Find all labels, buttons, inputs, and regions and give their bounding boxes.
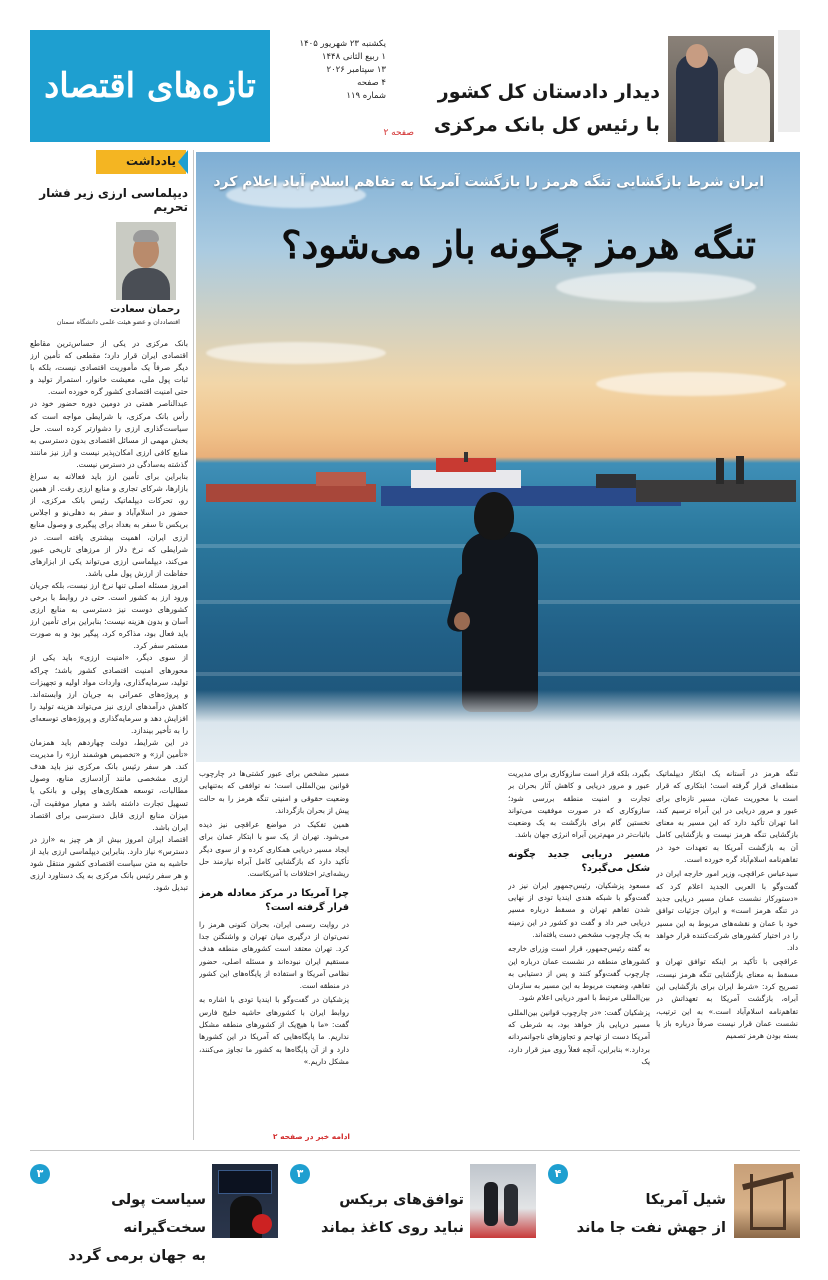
article-paragraph: همین تفکیک در مواضع عراقچی نیز دیده می‌شود. تهران از یک سو با ابتکار عمان برای ایجاد مسیر دریایی همکاری کرده و از سوی دیگر تأکید دارد که بازگشایی کامل آبراه نیازمند حل ریشه‌ای‌تر اختلافات با آمریکاست. [199, 820, 349, 879]
teaser-shale[interactable] [566, 1186, 726, 1242]
hero-kicker: ایران شرط بازگشایی تنگه هرمز را بازگشت آمریکا به تفاهم اسلام آباد اعلام کرد [213, 174, 764, 190]
stock-market-icon[interactable] [212, 1164, 278, 1238]
article-paragraph: مسعود پزشکیان، رئیس‌جمهور ایران نیز در گفت‌وگو با شبکه هندی ایندیا تودی از نهایی شدن تفاهم تهران و مسقط درباره مسیر دریایی خبر داد و گفت دو کشور در این زمینه به یک چارچوب مشخص دست یافته‌اند. [508, 880, 650, 939]
column-paragraph: بانک مرکزی در یکی از حساس‌ترین مقاطع اقتصادی ایران قرار دارد؛ مقطعی که تأمین ارز دیگر صرفاً یک مأموریت اقتصادی نیست، بلکه با ثبات پول ملی، معیشت خانوار، استمرار تولید و حتی امنیت اقتصادی کشور گره خورده است. [30, 339, 188, 397]
column-paragraph: در این شرایط، دولت چهاردهم باید همزمان «تأمین ارز» و «تخصیص هوشمند ارز» را مدیریت کند. هر سفر رئیس بانک مرکزی نیز باید هدف ارزی مشخصی مانند آزادسازی منابع، وصول مطالبات، توسعه همکاری‌های پولی و بانکی یا تسهیل تجارت داشته باشد و معیار موفقیت آن، میزان منابع ارزی قابل دسترسی برای اقتصاد ایران باشد. [30, 738, 188, 832]
dateline [276, 38, 386, 103]
article-paragraph: بگیرد، بلکه قرار است سازوکاری برای مدیریت عبور و مرور دریایی و کاهش آثار بحران بر تجارت و امنیت منطقه بررسی شود؛ سازوکاری که در صورت موفقیت می‌تواند نخستین گام برای بازگشت به یک وضعیت باثبات‌تر در مهم‌ترین آبراه انرژی جهان باشد. [508, 769, 650, 840]
teaser-line: توافق‌های بریکس [339, 1192, 464, 1208]
article-paragraph: پزشکیان گفت: «در چارچوب قوانین بین‌المللی مسیر دریایی باز خواهد بود، به شرطی که آمریکا دست از تهاجم و تجاوزهای ناجوانمردانه بردارد.» بنابراین، آنچه فعلاً روی میز قرار دارد، یک [508, 1007, 650, 1066]
top-headline-line1: دیدار دادستان کل کشور [437, 81, 660, 103]
teaser-line: از جهش نفت جا ماند [576, 1220, 726, 1236]
article-subheading: چرا آمریکا در مرکز معادله هرمز قرار گرفته است؟ [199, 887, 349, 913]
masthead-logo[interactable] [30, 30, 270, 142]
bottom-divider [30, 1150, 800, 1151]
column-body [30, 338, 188, 1128]
column-paragraph: امروز مسئله اصلی تنها نرخ ارز نیست، بلکه جریان ورود ارز به کشور است. حتی در روابط با برخی کشورهای دوست نیز دسترسی به منابع ارزی آسان و بدون هزینه نیست؛ بنابراین برای تأمین ارز باید فعال بود، مذاکره کرد، پیگیر بود و به صورت مستمر سفر کرد. [30, 580, 188, 651]
date-persian: یکشنبه ۲۳ شهریور ۱۴۰۵ [299, 39, 386, 49]
column-tag: یادداشت [96, 150, 186, 174]
article-column-3 [199, 768, 349, 1142]
author-role: اقتصاددان و عضو هیئت علمی دانشگاه سمنان [56, 318, 180, 326]
article-paragraph: پزشکیان در گفت‌وگو با ایندیا تودی با اشاره به روابط ایران با کشورهای حاشیه خلیج فارس گفت: «ما با هیچ‌یک از کشورهای منطقه مشکل نداریم. ما پایگاه‌هایی که آمریکا در این کشورها دارد و از آن پایگاه‌ها به کشور ما تجاوز می‌کنند، مشکل داریم.» [199, 995, 349, 1066]
teaser-brics[interactable] [300, 1186, 464, 1242]
column-paragraph: عبدالناصر همتی در دومین دوره حضور خود در رأس بانک مرکزی، با شرایطی مواجه است که سیاست‌گذاری ارزی را دشوارتر کرده است. حل بخش مهمی از مسائل اقتصادی بدون دسترسی به منابع کافی ارزی امکان‌پذیر نیست و ارز نیز ماننند گذشته به‌سادگی در دسترس نیست. [30, 399, 188, 469]
article-subheading: مسیر دریایی جدید چگونه شکل می‌گیرد؟ [508, 848, 650, 874]
article-paragraph: عراقچی با تأکید بر اینکه توافق تهران و مسقط به معنای بازگشایی تنگه هرمز نیست، تصریح کرد: «شرط ایران برای بازگشایی این آبراه، بازگشت آمریکا به تعهداتش در تفاهم‌نامه اسلام‌آباد است.» به این ترتیب، نشست عمان قرار نیست صرفاً درباره باز یا بسته بودن هرمز تصمیم [656, 957, 798, 1041]
oil-pump-icon[interactable] [734, 1164, 800, 1238]
column-paragraph: بنابراین برای تأمین ارز باید فعالانه به سراغ بازارها، شرکای تجاری و منابع ارزی رفت. از همین رو، تحرکات دیپلماتیک رئیس بانک مرکزی، از حضور در اسلام‌آباد و سفر به دهلی‌نو و اجلاس بریکس تا سفر به بغداد برای پیگیری و وصول منابع ارزی ایران، اهمیت بیشتری یافته است. در شرایطی که نرخ دلار از مرزهای تاریخی عبور می‌کند، دیپلماسی ارزی می‌تواند یکی از ابزارهای حفاظت از ارزش پول ملی باشد. [30, 472, 188, 578]
author-name: رحمان سعادت [110, 304, 180, 315]
date-hijri: ۱ ربیع الثانی ۱۴۴۸ [321, 52, 386, 62]
continue-link[interactable]: ادامه خبر در صفحه ۲ [272, 1132, 350, 1141]
teaser-line: به جهان برمی گردد [68, 1248, 206, 1264]
brics-leaders-icon[interactable] [470, 1164, 536, 1238]
column-headline[interactable]: دیپلماسی ارزی زیر فشار تحریم [39, 186, 188, 214]
author-avatar [116, 222, 176, 300]
article-paragraph: تنگه هرمز در آستانه یک ابتکار دیپلماتیک منطقه‌ای قرار گرفته است؛ ابتکاری که قرار است با محوریت عمان، مسیر تازه‌ای برای عبور و مرور دریایی در این آبراه ترسیم کند، اما تهران تأکید دارد که این مسیر به معنای بازگشایی تنگه هرمز نیست و بازگشایی کامل آن به بازگشت آمریکا به تعهدات خود در تفاهم‌نامه اسلام‌آباد گره خورده است. [656, 769, 798, 865]
article-paragraph: به گفته رئیس‌جمهور، قرار است وزرای خارجه کشورهای منطقه در نشست عمان درباره این چارچوب گفت‌وگو کنند و پس از دستیابی به تفاهم، وضعیت مربوط به این مسیر به سازمان بین‌المللی مرتبط با امور دریایی اعلام شود. [508, 944, 650, 1003]
hero-title[interactable]: تنگه هرمز چگونه باز می‌شود؟ [281, 222, 756, 267]
article-paragraph: در روایت رسمی ایران، بحران کنونی هرمز را نمی‌توان از درگیری میان تهران و واشنگتن جدا کرد. تهران معتقد است کشورهای منطقه هدف مستقیم ایران نبوده‌اند و مسئله اصلی، حضور نظامی آمریکا و استفاده از پایگاه‌های این کشور در منطقه است. [199, 919, 349, 991]
column-paragraph: از سوی دیگر، «امنیت ارزی» باید یکی از محورهای امنیت اقتصادی کشور باشد؛ چراکه تولید، سرمایه‌گذاری، واردات مواد اولیه و تجهیزات و پروژه‌های عمرانی به جریان ارز وابسته‌اند. کاهش درآمدهای ارزی نیز می‌تواند هزینه تولید را افزایش دهد و سرمایه‌گذاری و پروژه‌های توسعه‌ای را به تأخیر بیندازد. [30, 653, 188, 735]
article-paragraph: مسیر مشخص برای عبور کشتی‌ها در چارچوب قوانین بین‌المللی است؛ نه توافقی که به‌تنهایی وضعیت حقوقی و امنیتی تنگه هرمز را به حالت پیش از بحران بازگرداند. [199, 769, 349, 815]
teaser-page-badge: ۳ [30, 1164, 50, 1184]
teaser-line: شیل آمریکا [645, 1192, 726, 1208]
column-paragraph: اقتصاد ایران امروز بیش از هر چیز به «ارز در دسترس» نیاز دارد. بنابراین دیپلماسی ارزی باید از حاشیه به متن سیاست اقتصادی کشور منتقل شود و هر سفر رئیس بانک مرکزی به یک دستاورد ارزی تبدیل شود. [30, 834, 188, 893]
hero-photo[interactable] [196, 152, 800, 762]
teaser-monetary-policy[interactable] [34, 1186, 206, 1270]
article-column-2 [508, 768, 650, 1142]
top-story-headline[interactable] [420, 76, 660, 142]
man-silhouette [458, 492, 548, 722]
article-column-1 [656, 768, 798, 1142]
issue-number: شماره ۱۱۹ [346, 91, 386, 101]
date-gregorian: ۱۳ سپتامبر ۲۰۲۶ [326, 65, 386, 75]
page-ref-link[interactable]: صفحه ۲ [383, 128, 414, 138]
teaser-line: نباید روی کاغذ بماند [320, 1220, 464, 1236]
column-divider [193, 150, 194, 1140]
top-headline-line2: با رئیس کل بانک مرکزی [433, 114, 660, 136]
teaser-page-badge: ۳ [290, 1164, 310, 1184]
decorative-strip [778, 30, 800, 132]
teaser-line: سیاست پولی سخت‌گیرانه [111, 1192, 206, 1236]
logo-text: تازه‌های اقتصاد [44, 66, 256, 106]
top-story-photo[interactable] [668, 36, 774, 142]
page-count: ۴ صفحه [357, 78, 386, 88]
teaser-page-badge: ۴ [548, 1164, 568, 1184]
article-paragraph: سیدعباس عراقچی، وزیر امور خارجه ایران در گفت‌وگو با العربی الجدید اعلام کرد که «دستورکار نشست عمان مسیر دریایی جدید در تنگه هرمز است» و ایران جزئیات توافق خود با عمان و نقشه‌های مربوط به این مسیر را در اختیار کشورهای شرکت‌کننده قرار خواهد داد. [656, 869, 798, 953]
